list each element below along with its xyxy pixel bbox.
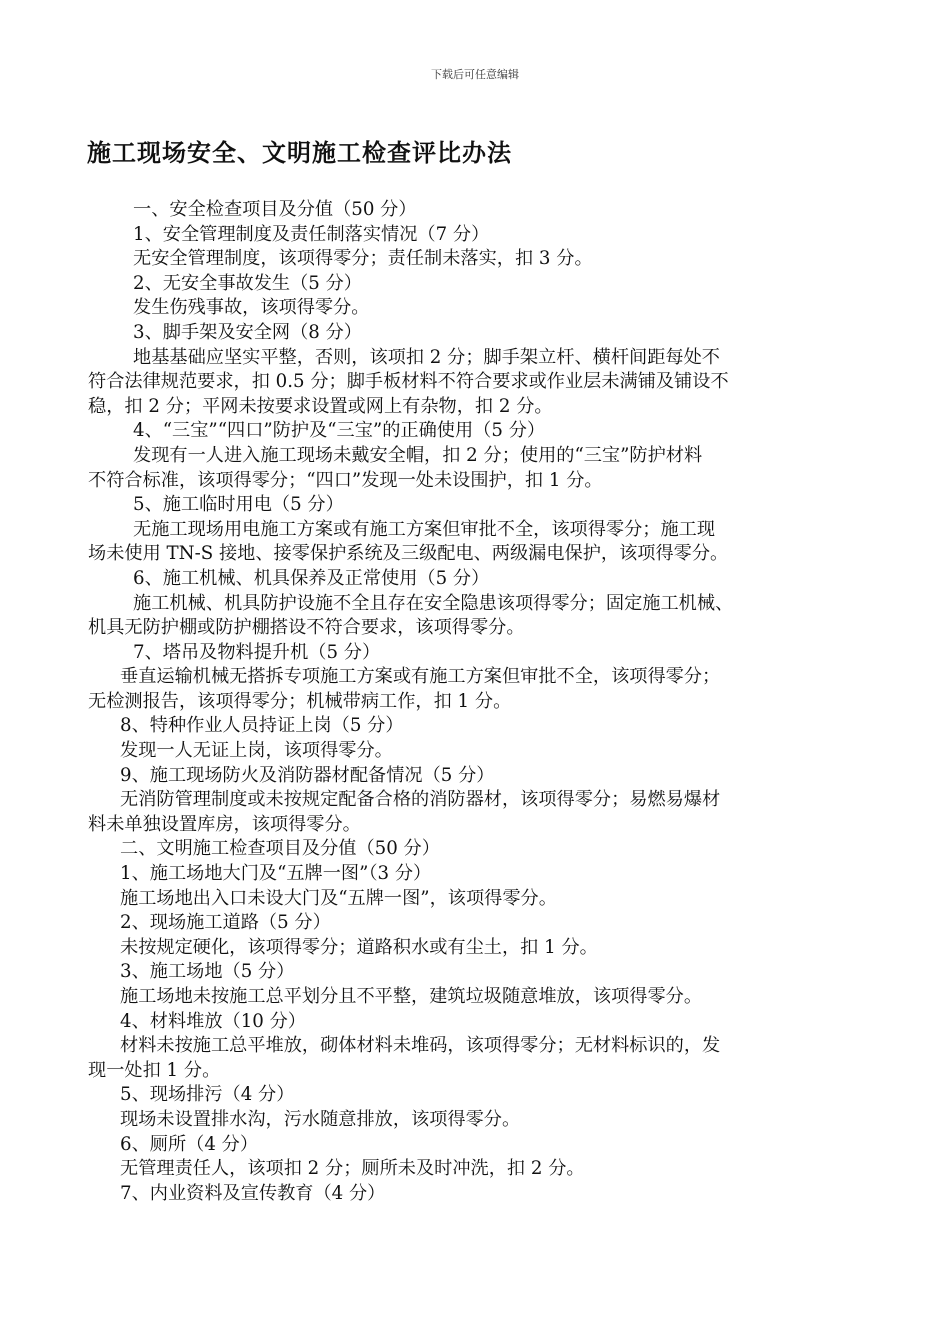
body-line: 2、无安全事故发生（5 分） bbox=[133, 272, 362, 294]
body-line: 5、施工临时用电（5 分） bbox=[133, 494, 344, 516]
body-line: 场未使用 TN-S 接地、接零保护系统及三级配电、两级漏电保护，该项得零分。 bbox=[88, 543, 729, 565]
document-body bbox=[88, 198, 878, 1206]
body-line: 3、脚手架及安全网（8 分） bbox=[133, 321, 362, 343]
body-line: 发现一人无证上岗，该项得零分。 bbox=[120, 740, 393, 762]
body-line: 无消防管理制度或未按规定配备合格的消防器材，该项得零分；易燃易爆材 bbox=[120, 789, 721, 811]
body-line: 二、文明施工检查项目及分值（50 分） bbox=[120, 838, 440, 860]
body-line: 无安全管理制度，该项得零分；责任制未落实，扣 3 分。 bbox=[133, 248, 593, 270]
body-line: 4、“三宝”“四口”防护及“三宝”的正确使用（5 分） bbox=[133, 420, 546, 442]
body-line: 符合法律规范要求，扣 0.5 分；脚手板材料不符合要求或作业层未满铺及铺设不 bbox=[88, 371, 729, 393]
body-line: 7、塔吊及物料提升机（5 分） bbox=[133, 641, 381, 663]
body-line: 料未单独设置库房，该项得零分。 bbox=[88, 813, 361, 835]
header-note: 下载后可任意编辑 bbox=[431, 68, 519, 81]
body-line: 未按规定硬化，该项得零分；道路积水或有尘土，扣 1 分。 bbox=[120, 936, 598, 958]
body-line: 机具无防护棚或防护棚搭设不符合要求，该项得零分。 bbox=[88, 617, 525, 639]
body-line: 9、施工现场防火及消防器材配备情况（5 分） bbox=[120, 764, 495, 786]
body-line: 2、现场施工道路（5 分） bbox=[120, 912, 331, 934]
body-line: 3、施工场地（5 分） bbox=[120, 961, 295, 983]
body-line: 一、安全检查项目及分值（50 分） bbox=[133, 199, 417, 220]
body-line: 地基基础应坚实平整，否则，该项扣 2 分；脚手架立杆、横杆间距每处不 bbox=[133, 346, 720, 368]
body-line: 无施工现场用电施工方案或有施工方案但审批不全，该项得零分；施工现 bbox=[133, 518, 716, 540]
body-line: 施工机械、机具防护设施不全且存在安全隐患该项得零分；固定施工机械、 bbox=[133, 592, 734, 614]
body-line: 4、材料堆放（10 分） bbox=[120, 1010, 306, 1032]
body-line: 1、安全管理制度及责任制落实情况（7 分） bbox=[133, 223, 490, 245]
body-line: 现一处扣 1 分。 bbox=[88, 1059, 221, 1081]
body-line: 垂直运输机械无搭拆专项施工方案或有施工方案但审批不全，该项得零分； bbox=[120, 666, 721, 688]
body-line: 施工场地未按施工总平划分且不平整，建筑垃圾随意堆放，该项得零分。 bbox=[120, 986, 703, 1007]
body-line: 5、现场排污（4 分） bbox=[120, 1084, 295, 1106]
body-line: 6、厕所（4 分） bbox=[120, 1133, 259, 1155]
body-line: 发现有一人进入施工现场未戴安全帽，扣 2 分；使用的“三宝”防护材料 bbox=[133, 444, 703, 466]
body-line: 8、特种作业人员持证上岗（5 分） bbox=[120, 715, 404, 737]
body-line: 6、施工机械、机具保养及正常使用（5 分） bbox=[133, 567, 490, 589]
body-line: 不符合标准，该项得零分；“四口”发现一处未设围护，扣 1 分。 bbox=[88, 469, 603, 491]
body-line: 发生伤残事故，该项得零分。 bbox=[133, 297, 370, 319]
document-title: 施工现场安全、文明施工检查评比办法 bbox=[87, 138, 512, 167]
body-line: 无管理责任人，该项扣 2 分；厕所未及时冲洗，扣 2 分。 bbox=[120, 1158, 585, 1180]
body-line: 材料未按施工总平堆放，砌体材料未堆码，该项得零分；无材料标识的，发 bbox=[120, 1035, 721, 1057]
body-line: 1、施工场地大门及“五牌一图”（3 分） bbox=[120, 863, 432, 885]
body-line: 7、内业资料及宣传教育（4 分） bbox=[120, 1182, 386, 1204]
body-line: 现场未设置排水沟，污水随意排放，该项得零分。 bbox=[120, 1108, 521, 1130]
body-line: 施工场地出入口未设大门及“五牌一图”，该项得零分。 bbox=[120, 887, 557, 909]
body-line: 无检测报告，该项得零分；机械带病工作，扣 1 分。 bbox=[88, 690, 512, 712]
body-line: 稳，扣 2 分；平网未按要求设置或网上有杂物，扣 2 分。 bbox=[88, 395, 553, 417]
